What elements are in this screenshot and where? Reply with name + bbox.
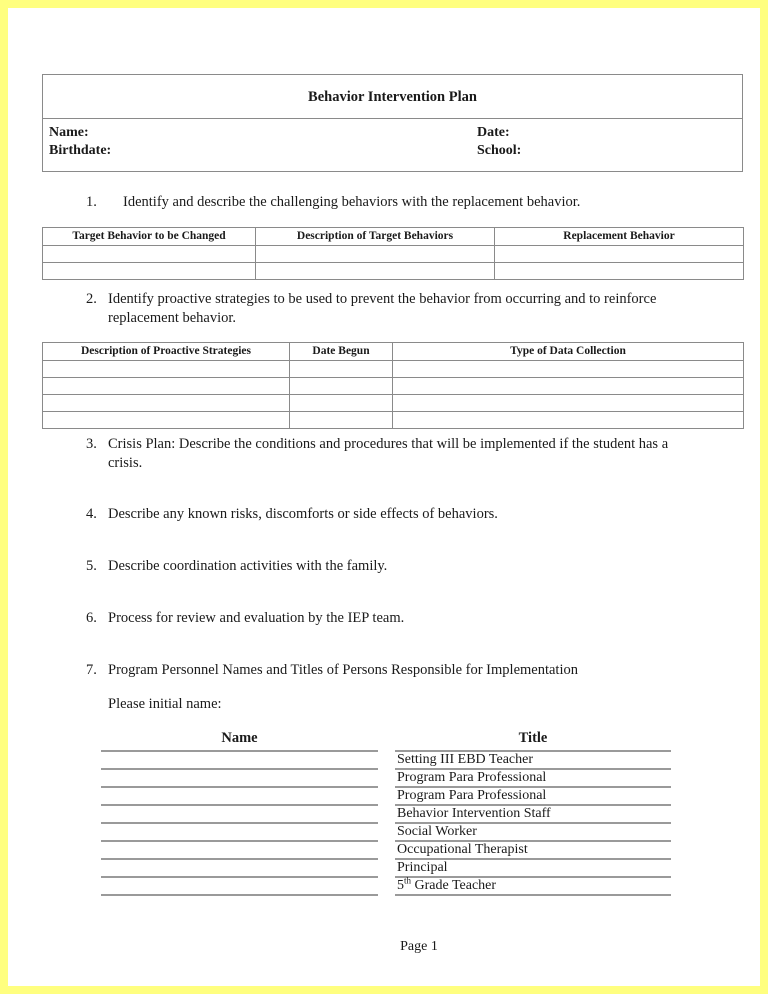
list-item-3: [86, 435, 700, 473]
field-label-name: Name:: [49, 125, 89, 140]
list-item: [101, 876, 671, 894]
personnel-signature-area: [101, 730, 671, 912]
list-item-3-text: Crisis Plan: Describe the conditions and procedures that will be implemented if the student has a crisis.: [108, 436, 669, 471]
table-1-cell[interactable]: [43, 263, 256, 280]
list-item-6-text: Process for review and evaluation by the IEP team.: [108, 610, 405, 626]
table-2-cell[interactable]: [393, 395, 744, 412]
personnel-title-value: Program Para Professional: [395, 786, 671, 803]
list-item-4-number: 4.: [86, 506, 97, 522]
list-item-4: [86, 505, 686, 524]
personnel-name-header: Name: [221, 730, 258, 746]
list-item-4-text: Describe any known risks, discomforts or side effects of behaviors.: [108, 506, 498, 522]
list-item: [101, 768, 671, 786]
table-1-cell[interactable]: [256, 263, 495, 280]
table-row[interactable]: [43, 395, 744, 412]
table-1-cell[interactable]: [256, 246, 495, 263]
target-behavior-table: [42, 227, 744, 280]
personnel-title-value: Social Worker: [395, 822, 671, 839]
table-2-cell[interactable]: [43, 412, 290, 429]
document-title: Behavior Intervention Plan: [43, 75, 743, 119]
personnel-title-value: Behavior Intervention Staff: [395, 804, 671, 821]
table-2-cell[interactable]: [393, 361, 744, 378]
personnel-name-field[interactable]: [101, 822, 378, 839]
table-2-header-0: Description of Proactive Strategies: [43, 343, 290, 361]
table-1-cell[interactable]: [43, 246, 256, 263]
personnel-name-field[interactable]: [101, 804, 378, 821]
page-footer: [8, 939, 760, 955]
personnel-title-value: Program Para Professional: [395, 768, 671, 785]
list-item-5-number: 5.: [86, 558, 97, 574]
table-2-cell[interactable]: [393, 378, 744, 395]
table-2-cell[interactable]: [290, 412, 393, 429]
list-item: [101, 858, 671, 876]
header-table: [42, 74, 743, 172]
table-1-cell[interactable]: [495, 263, 744, 280]
table-row[interactable]: [43, 263, 744, 280]
personnel-title-header: Title: [518, 730, 548, 746]
list-item: [101, 786, 671, 804]
list-item-2-number: 2.: [86, 291, 97, 307]
table-row: [43, 343, 744, 361]
table-2-cell[interactable]: [290, 361, 393, 378]
table-2-header-1: Date Begun: [290, 343, 393, 361]
personnel-title-value: Occupational Therapist: [395, 840, 671, 857]
personnel-name-field[interactable]: [101, 894, 378, 911]
list-item-1-text: Identify and describe the challenging behaviors with the replacement behavior.: [123, 194, 581, 210]
personnel-name-field[interactable]: [101, 858, 378, 875]
table-row[interactable]: [43, 361, 744, 378]
field-label-school: School:: [477, 143, 522, 158]
initial-name-note: Please initial name:: [108, 696, 222, 712]
page-number-label: Page 1: [400, 939, 438, 954]
header-fields-left: [49, 124, 111, 160]
personnel-name-field[interactable]: [101, 786, 378, 803]
document-page: [8, 8, 760, 986]
list-item-3-number: 3.: [86, 436, 97, 452]
table-row[interactable]: [43, 246, 744, 263]
list-item-7-text: Program Personnel Names and Titles of Persons Responsible for Implementation: [108, 662, 578, 678]
table-2-cell[interactable]: [290, 395, 393, 412]
table-row: [43, 228, 744, 246]
table-2-header-2: Type of Data Collection: [393, 343, 744, 361]
personnel-title-value: Setting III EBD Teacher: [395, 750, 671, 767]
personnel-header-row: [101, 730, 671, 750]
proactive-strategies-table: [42, 342, 744, 429]
list-item-2: [86, 290, 686, 328]
list-item: [101, 750, 671, 768]
list-item-7-number: 7.: [86, 662, 97, 678]
header-fields-cell: [43, 119, 743, 172]
list-item-7: [86, 661, 706, 680]
list-item-5: [86, 557, 686, 576]
table-2-cell[interactable]: [43, 395, 290, 412]
table-2-cell[interactable]: [43, 361, 290, 378]
table-2-cell[interactable]: [290, 378, 393, 395]
table-1-cell[interactable]: [495, 246, 744, 263]
header-title-row: [43, 75, 743, 119]
personnel-title-value: [395, 876, 671, 893]
table-row[interactable]: [43, 412, 744, 429]
list-item-6-number: 6.: [86, 610, 97, 626]
header-fields-right: [477, 124, 521, 160]
list-item: [101, 894, 671, 912]
table-1-header-0: Target Behavior to be Changed: [43, 228, 256, 246]
field-label-birthdate: Birthdate:: [49, 143, 112, 158]
personnel-name-field[interactable]: [101, 768, 378, 785]
personnel-title-value: [395, 894, 671, 911]
list-item-1: [86, 193, 706, 212]
list-item: [101, 822, 671, 840]
field-label-date: Date:: [477, 125, 510, 140]
table-1-header-1: Description of Target Behaviors: [256, 228, 495, 246]
table-row[interactable]: [43, 378, 744, 395]
list-item-2-text: Identify proactive strategies to be used to prevent the behavior from occurring and to reinforce replacement behavior.: [108, 291, 657, 326]
ordinal-number: 5: [397, 878, 404, 893]
list-item: [101, 840, 671, 858]
personnel-name-field[interactable]: [101, 876, 378, 893]
personnel-name-field[interactable]: [101, 840, 378, 857]
table-2-cell[interactable]: [393, 412, 744, 429]
ordinal-rest: Grade Teacher: [411, 878, 497, 893]
list-item-6: [86, 609, 686, 628]
personnel-title-value: Principal: [395, 858, 671, 875]
table-2-cell[interactable]: [43, 378, 290, 395]
ordinal-suffix: th: [404, 875, 412, 886]
header-fields-row: [43, 119, 743, 172]
list-item: [101, 804, 671, 822]
list-item-5-text: Describe coordination activities with the family.: [108, 558, 388, 574]
table-1-header-2: Replacement Behavior: [495, 228, 744, 246]
list-item-1-number: 1.: [86, 194, 97, 210]
personnel-name-field[interactable]: [101, 750, 378, 767]
